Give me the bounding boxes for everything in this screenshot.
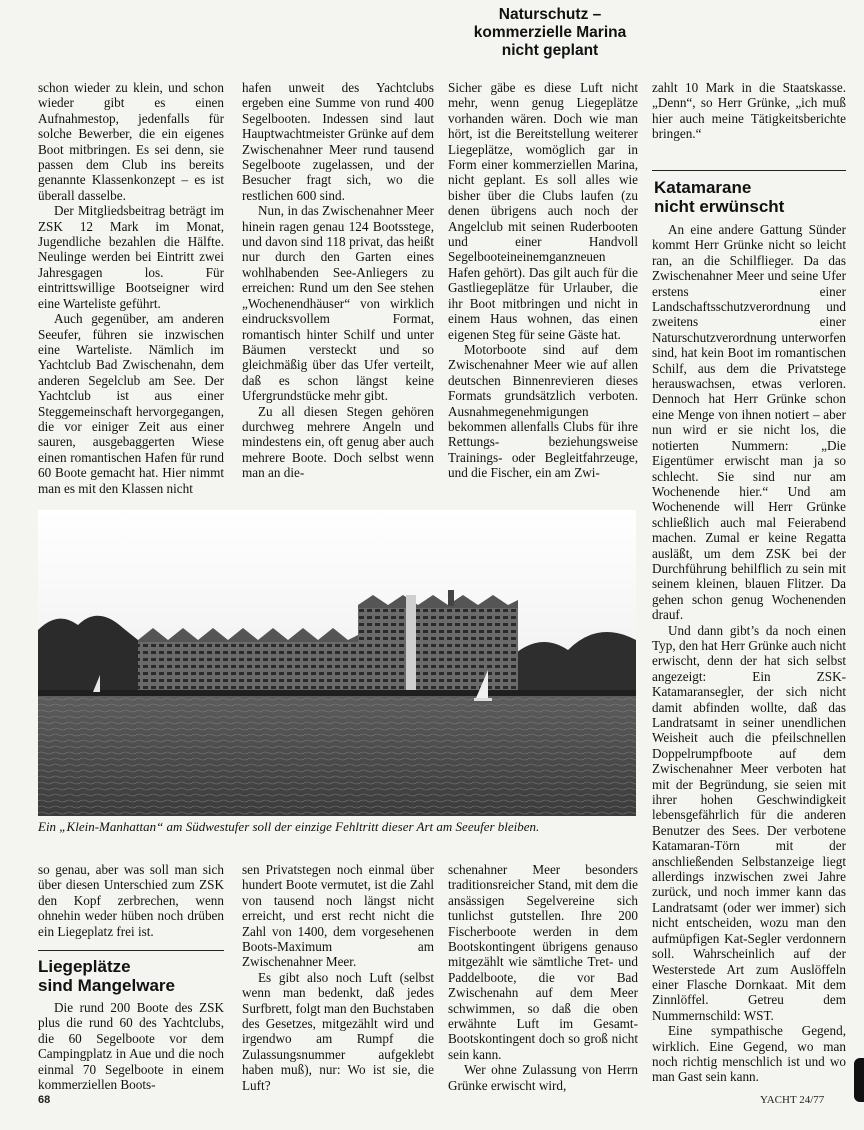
section-heading-liegeplaetze: [38, 957, 224, 995]
paragraph: Motorboote sind auf dem Zwischenahner Meer wie auf allen deutschen Binnenrevieren dieses Formats grundsätzlich verboten. Ausnahmegenehmigungen bekommen allenfalls Clubs für ihre Rettungs- beziehungsweise Trainings- oder Begleitfahrzeuge, und die Fischer, ein am Zwi-: [448, 341, 638, 481]
paragraph: Wer ohne Zulassung von Herrn Grünke erwischt wird,: [448, 1062, 638, 1093]
column-1-bottom: [38, 862, 224, 939]
paragraph: so genau, aber was soll man sich über diesen Unterschied zum ZSK den Kopf zerbrechen, wenn ohnehin weder hüben noch drüben ein Liegeplatz frei ist.: [38, 862, 224, 939]
column-2-top: [242, 80, 434, 481]
heading-line: sind Mangelware: [38, 976, 175, 995]
paragraph: Die rund 200 Boote des ZSK plus die rund 60 des Yachtclubs, die 60 Segelboote vor dem Campingplatz in Aue und die noch einmal 70 Segelboote in einem kommerziellen Boots-: [38, 1000, 224, 1093]
column-1-top: [38, 80, 224, 496]
heading-line: nicht erwünscht: [654, 197, 785, 216]
paragraph: schenahner Meer besonders traditionsreicher Stand, mit dem die ansässigen Segelvereine sich tunlichst gutstellen. Ihre 200 Fischerboote werden in dem Bootskontingent übrigens genauso mitgezählt wie sämtliche Tret- und Paddelboote, die vor Bad Zwischenahn auf dem Meer schwimmen, so daß die oben erwähnte Luft im Gesamt-Bootskontingent doch so groß nicht sein kann.: [448, 862, 638, 1062]
paragraph: zahlt 10 Mark in die Staatskasse. „Denn“, so Herr Grünke, „ich muß hier auch meine Tätigkeitsberichte bringen.“: [652, 80, 846, 142]
column-2-bottom: [242, 862, 434, 1093]
paragraph: Sicher gäbe es diese Luft nicht mehr, wenn genug Liegeplätze vorhanden wären. Doch wie man hört, ist die Bereitstellung weiterer Liegeplätze, womöglich gar in Form einer kommerziellen Marina, nicht geplant. Es soll alles wie bisher über die Clubs laufen (zu denen übrigens auch noch der Angelclub mit seinen Ruderbooten und einer Handvoll Segelbooteineinemganzneuen Hafen gehört). Das gilt auch für die Gastliegeplätze für Urlauber, die ihr Boot mitbringen und nicht in einem Haus wohnen, das einen eigenen Steg für seine Gäste hat.: [448, 80, 638, 342]
paragraph: Zu all diesen Stegen gehören durchweg mehrere Angeln und mindestens ein, oft genug aber auch mehrere Boote. Doch selbst wenn man an die-: [242, 403, 434, 481]
paragraph: An eine andere Gattung Sünder kommt Herr Grünke nicht so leicht ran, an die Schilflieger. Da das Zwischenahner Meer und seine Ufer erstens einer Landschaftsschutzverordnung und zweitens einer Naturschutzverordnung unterworfen sind, hat kein Boot im romantischen Schilf, aus dem die Privatstege herauswachsen, etwas verloren. Dennoch hat Herr Grünke schon eine Menge von ihnen notiert – aber nun wird er sie nicht los, die notierten Nummern: „Die Eigentümer erwischt man ja so schlecht. Sie sind nur am Wochenende hier.“ Und am Wochenende will Herr Grünke schließlich auch mal Feierabend machen. Zumal er keine Regatta ausläßt, um dem ZSK bei der Durchführung behilflich zu sein mit seinem kleinen, blauen Flitzer. Da gehen schon genug Wochenenden drauf.: [652, 222, 846, 623]
headline-line-1: Naturschutz –: [498, 6, 602, 23]
section-heading-katamarane: [654, 178, 844, 216]
paragraph: Nun, in das Zwischenahner Meer hinein ragen genau 124 Bootsstege, und davon sind 118 privat, das heißt nur durch den Garten eines wohlhabenden See-Anliegers zu erreichen: Rund um den See stehen „Wochenendhäuser“ von wirklich eindrucksvollem Format, romantisch hinter Schilf und unter Bäumen versteckt und so gleichmäßig über das Ufer verteilt, daß es schon längst keine Ufergrundstücke mehr gibt.: [242, 203, 434, 404]
paragraph: Auch gegenüber, am anderen Seeufer, führen sie inzwischen eine Warteliste. Nämlich im Yachtclub Bad Zwischenahn, dem anderen Segelclub am See. Der Yachtclub ist aus einer Steggemeinschaft hervorgegangen, die vor einiger Zeit aus einer sauren, ausgebaggerten Wiese einen romantischen Hafen für rund 60 Boote gemacht hat. Hier nimmt man es mit den Klassen nicht: [38, 311, 224, 496]
section-rule: [652, 170, 846, 171]
column-3-bottom: [448, 862, 638, 1093]
headline-line-2: kommerzielle Marina: [473, 24, 627, 41]
paragraph: schon wieder zu klein, und schon wieder gibt es einen Aufnahmestop, jedenfalls für solche Bewerber, die ein eigenes Boot mitbringen. Es sei denn, sie passen dem Club ins bereits genannte Klassenkonzept – es ist überall dasselbe.: [38, 80, 224, 203]
photo-caption: Ein „Klein-Manhattan“ am Südwestufer soll der einzige Fehltritt dieser Art am Seeufer bleiben.: [38, 819, 540, 834]
magazine-issue: YACHT 24/77: [760, 1094, 825, 1106]
heading-line: Liegeplätze: [38, 957, 131, 976]
column-3-top: [448, 80, 638, 481]
article-headline: [450, 6, 650, 60]
lake-photo-image: [38, 510, 636, 816]
paragraph: Eine sympathische Gegend, wirklich. Eine Gegend, wo man noch richtig menschlich ist und wo man Gast sein kann.: [652, 1023, 846, 1085]
column-1-bottom-body: [38, 1000, 224, 1092]
heading-line: Katamarane: [654, 178, 752, 197]
paragraph: Und dann gibt’s da noch einen Typ, den hat Herr Grünke auch nicht erwischt, denn der hat sich selbst angezeigt: Ein ZSK-Katamaransegler, der sich nicht damit abfinden wollte, daß das Landratsamt in seiner unendlichen Weisheit auch die pfeilschnellen Doppelrumpfboote auf dem Zwischenahner Meer verboten hat mit der Begründung, sie seien mit ihrer hohen Geschwindigkeit lebensgefährlich für die anderen Benutzer des Sees. Der verbotene Katamaran-Törn mit der anschließenden Selbstanzeige liegt allerdings inzwischen zwei Jahre zurück, und noch immer kann das Landratsamt (oder wer immer) sich nicht entscheiden, wozu man den aufmüpfigen Kat-Segler verdonnern soll. Wahrscheinlich auf der Westerstede Art zum Auslöffeln einer Flasche Dornkaat. Mit dem Zinnlöffel. Getreu dem Nummernschild: WST.: [652, 622, 846, 1023]
column-4-body: [652, 222, 846, 1085]
column-4: [652, 80, 846, 142]
paragraph: sen Privatstegen noch einmal über hundert Boote vermutet, ist die Zahl von tausend noch längst nicht erreicht, und erst recht nicht die Zahl von 1400, dem vorgesehenen Boots-Maximum am Zwischenahner Meer.: [242, 862, 434, 970]
section-rule: [38, 950, 224, 951]
paragraph: Der Mitgliedsbeitrag beträgt im ZSK 12 Mark im Monat, Jugendliche bezahlen die Hälfte. Neulinge werden bei Eintritt zwei Jahresgagen los. Für eintrittswillige Bootseigner wird eine Warteliste geführt.: [38, 203, 224, 311]
paragraph: Es gibt also noch Luft (selbst wenn man bedenkt, daß jedes Surfbrett, folgt man den Buchstaben des Gesetzes, mitgezählt wird und irgendwo am Rumpf die Zulassungsnummer aufgeklebt haben muß), nur: Wo ist sie, die Luft?: [242, 969, 434, 1093]
page-number: 68: [38, 1094, 51, 1106]
lake-photo: [38, 510, 636, 816]
headline-line-3: nicht geplant: [501, 42, 599, 59]
paragraph: hafen unweit des Yachtclubs ergeben eine Summe von rund 400 Segelbooten. Indessen sind laut Hauptwachtmeister Grünke auf dem Zwischenahner Meer rund tausend Segelboote zugelassen, und der Besucher fragt sich, wo die restlichen 600 sind.: [242, 80, 434, 203]
page-edge-tab: [854, 1058, 864, 1102]
